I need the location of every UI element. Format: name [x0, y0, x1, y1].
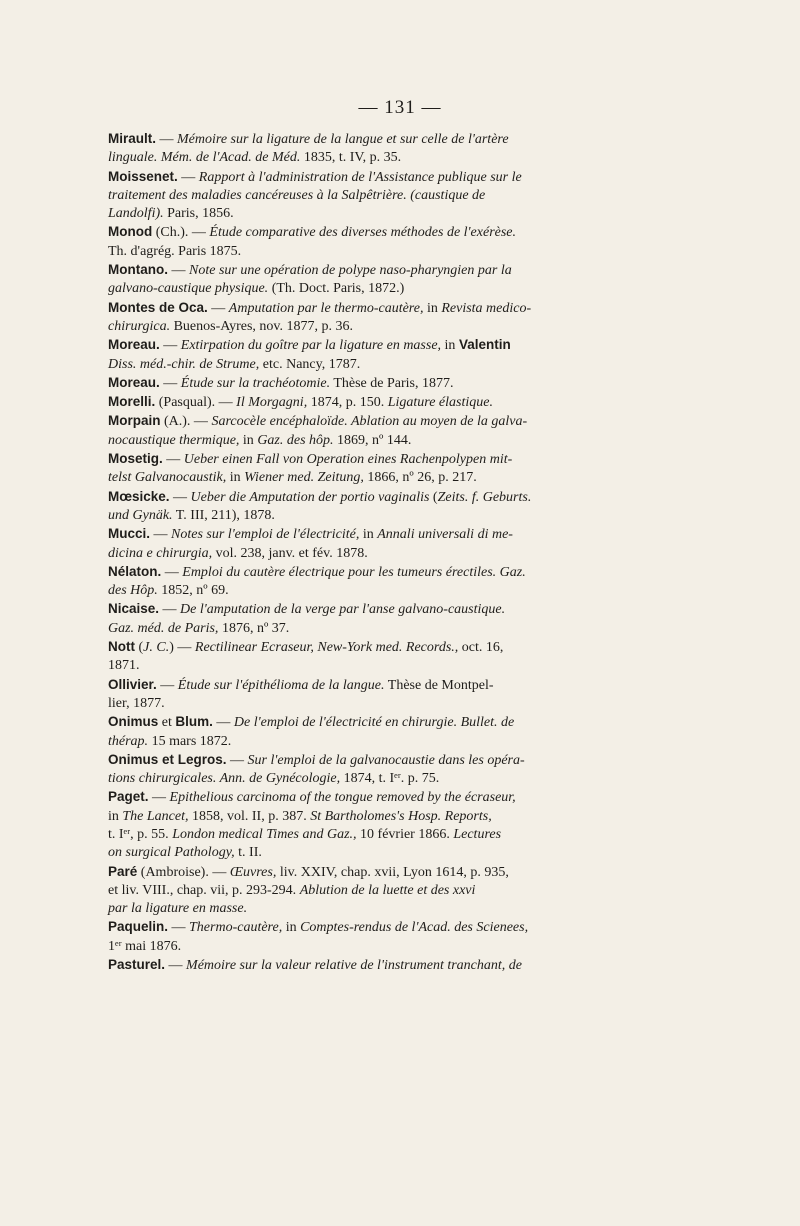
author-name: Monod — [108, 224, 153, 240]
entry-text: in — [282, 920, 301, 936]
title-text: on surgical Pathology, — [108, 845, 235, 861]
entry-line — [108, 657, 704, 675]
entry-line — [108, 130, 704, 149]
entry-text: — — [177, 169, 199, 185]
entry-line — [108, 243, 704, 261]
title-text: Ueber die Amputation der portio vaginalis — [190, 489, 430, 505]
entry-line — [108, 356, 704, 374]
entry-line — [108, 676, 704, 695]
entry-line — [108, 788, 704, 807]
author-name: Moreau. — [108, 374, 160, 390]
title-text: Étude sur la trachéotomie. — [180, 375, 331, 391]
entry-line — [108, 600, 704, 619]
bibliography-entry — [108, 713, 704, 751]
bibliography-entry — [108, 563, 704, 601]
author-name: Montes de Oca. — [108, 299, 208, 315]
title-text: des Hôp. — [108, 583, 158, 599]
entry-text: in — [239, 432, 258, 448]
entry-text: 1871. — [108, 658, 140, 674]
bibliography-entry — [108, 130, 704, 168]
title-text: Sur l'emploi de la galvanocaustie dans les opéra- — [247, 752, 525, 768]
entry-line — [108, 507, 704, 525]
author-name: Moreau. — [108, 337, 160, 353]
entry-text: oct. 16, — [458, 640, 504, 656]
entry-line — [108, 733, 704, 751]
title-text: Gaz. des hôp. — [257, 432, 334, 448]
title-text: Œuvres, — [229, 864, 277, 880]
entry-text: 15 mars 1872. — [148, 733, 232, 749]
author-name: Moissenet. — [108, 168, 178, 184]
entry-line — [108, 187, 704, 205]
entry-text: 1835, t. IV, p. 35. — [300, 150, 402, 166]
bibliography-entry — [108, 638, 704, 676]
title-text: Diss. méd.-chir. de Strume, — [108, 356, 260, 372]
title-text: Sarcocèle encéphaloïde. Ablation au moyen de la galva- — [211, 414, 528, 430]
entry-text: Th. d'agrég. Paris 1875. — [108, 243, 242, 259]
entry-line — [108, 900, 704, 918]
title-text: Lectures — [453, 826, 502, 842]
entry-text: (A.). — — [160, 414, 212, 430]
title-text: De l'amputation de la verge par l'anse galvano-caustique. — [180, 602, 506, 618]
entry-text: t. Iᵉʳ, p. 55. — [108, 826, 173, 842]
bibliography-entry — [108, 751, 704, 789]
bibliography-entry — [108, 918, 704, 956]
entry-text: 1858, vol. II, p. 387. — [188, 808, 311, 824]
title-text: Notes sur l'emploi de l'électricité, — [171, 527, 360, 543]
title-text: traitement des maladies cancéreuses à la Salpêtrière. (caustique de — [108, 187, 486, 203]
entry-line — [108, 223, 704, 242]
bibliography-entry — [108, 223, 704, 261]
bibliography-entry — [108, 450, 704, 488]
entry-line — [108, 620, 704, 638]
entry-line — [108, 844, 704, 862]
entry-text: 1852, nº 69. — [157, 583, 229, 599]
entry-text: in — [359, 527, 378, 543]
entry-line — [108, 261, 704, 280]
entry-text: 1874, t. Iᵉʳ. p. 75. — [340, 771, 440, 787]
entry-text: — — [207, 300, 229, 316]
bibliography-entry — [108, 412, 704, 450]
entry-text: — — [156, 677, 178, 693]
entry-text: ( — [429, 489, 438, 505]
entry-text: lier, 1877. — [108, 695, 165, 711]
entry-text: — — [168, 263, 189, 279]
bibliography-entry — [108, 956, 704, 975]
title-text: telst Galvanocaustik, — [108, 470, 227, 486]
entry-text: — — [150, 527, 172, 543]
title-text: Landolfi). — [108, 206, 164, 222]
entry-line — [108, 882, 704, 900]
entry-text: 10 février 1866. — [356, 826, 454, 842]
entry-line — [108, 863, 704, 882]
entry-text: et liv. VIII., chap. vii, p. 293-294. — [108, 882, 300, 898]
bibliography-entry — [108, 488, 704, 526]
entry-text: — — [169, 489, 191, 505]
title-text: Il Morgagni, — [236, 395, 308, 411]
entry-line — [108, 751, 704, 770]
title-text: Gaz. méd. de Paris, — [108, 620, 219, 636]
entry-text: Buenos-Ayres, nov. 1877, p. 36. — [170, 318, 353, 334]
title-text: London medical Times and Gaz., — [172, 826, 357, 842]
entry-text: — — [161, 564, 183, 580]
entry-text: Thèse de Montpel- — [384, 677, 494, 693]
title-text: The Lancet, — [122, 808, 189, 824]
title-text: De l'emploi de l'électricité en chirurgie. Bullet. de — [233, 715, 515, 731]
author-name: Paquelin. — [108, 919, 169, 935]
entry-line — [108, 149, 704, 167]
title-text: und Gynäk. — [108, 507, 173, 523]
author-name: Mucci. — [108, 526, 151, 542]
entry-text: in — [441, 338, 459, 354]
entry-text: — — [156, 132, 178, 147]
page-number: — 131 — — [358, 97, 442, 118]
entry-text: — — [168, 920, 190, 936]
author-name: Paget. — [108, 789, 149, 805]
bibliography-entry — [108, 374, 704, 393]
bibliography-entry — [108, 299, 704, 337]
title-text: Emploi du cautère électrique pour les tumeurs érectiles. Gaz. — [182, 564, 526, 580]
title-text: Étude sur l'épithélioma de la langue. — [177, 677, 385, 693]
entry-text: 1869, nº 144. — [333, 432, 412, 448]
entry-line — [108, 808, 704, 826]
title-text: Rapport à l'administration de l'Assistance publique sur le — [198, 169, 522, 185]
entry-text: — — [212, 715, 234, 731]
entry-text: (Ch.). — — [152, 225, 210, 241]
entry-line — [108, 488, 704, 507]
title-text: tions chirurgicales. Ann. de Gynécologie, — [108, 771, 341, 787]
entry-text: (Pasqual). — — [155, 395, 237, 411]
title-text: Étude comparative des diverses méthodes de l'exérèse. — [209, 225, 517, 241]
title-text: J. C. — [143, 640, 170, 656]
title-text: Zeits. f. Geburts. — [437, 489, 532, 505]
entry-text: 1876, nº 37. — [218, 620, 290, 636]
entry-line — [108, 770, 704, 788]
author-name: Morelli. — [108, 394, 156, 410]
author-name: Blum. — [175, 714, 213, 730]
bibliography-entry — [108, 863, 704, 919]
bibliography-entry — [108, 336, 704, 374]
author-name: Onimus et Legros. — [108, 751, 227, 767]
entry-text: — — [148, 790, 170, 806]
entry-line — [108, 582, 704, 600]
entry-line — [108, 299, 704, 318]
entry-text: — — [226, 752, 248, 768]
author-name: Nélaton. — [108, 563, 162, 579]
entry-text: Thèse de Paris, 1877. — [330, 375, 454, 391]
author-name: Pasturel. — [108, 957, 166, 973]
author-name: Paré — [108, 863, 138, 879]
title-text: galvano-caustique physique. — [108, 281, 269, 297]
title-text: Mémoire sur la valeur relative de l'instrument tranchant, de — [186, 958, 522, 974]
entry-line — [108, 826, 704, 844]
entry-line — [108, 638, 704, 657]
title-text: Annali universali di me- — [377, 527, 513, 543]
title-text: thérap. — [108, 733, 149, 749]
bibliography-entry — [108, 788, 704, 862]
author-name: Nicaise. — [108, 601, 160, 617]
entry-text: (Th. Doct. Paris, 1872.) — [268, 281, 405, 297]
author-name: Ollivier. — [108, 676, 157, 692]
entry-line — [108, 545, 704, 563]
author-name: Nott — [108, 639, 135, 655]
bibliography-entry — [108, 168, 704, 224]
entry-line — [108, 956, 704, 975]
entry-text: Paris, 1856. — [163, 206, 234, 222]
entry-line — [108, 393, 704, 412]
title-text: nocaustique thermique, — [108, 432, 240, 448]
title-text: par la ligature en masse. — [108, 901, 248, 917]
entry-line — [108, 374, 704, 393]
title-text: St Bartholomes's Hosp. Reports, — [310, 808, 492, 824]
entry-text: ( — [135, 640, 144, 656]
entry-line — [108, 938, 704, 956]
entry-text: in — [423, 300, 442, 316]
title-text: Ueber einen Fall von Operation eines Rachenpolypen mit- — [183, 452, 513, 468]
entry-line — [108, 525, 704, 544]
entry-text: in — [108, 808, 123, 824]
author-name: Morpain — [108, 413, 161, 429]
title-text: dicina e chirurgia, — [108, 545, 213, 561]
title-text: Amputation par le thermo-cautère, — [228, 300, 424, 316]
title-text: Note sur une opération de polype naso-pharyngien par la — [189, 263, 512, 279]
entry-text: 1874, p. 150. — [307, 395, 388, 411]
entry-line — [108, 168, 704, 187]
entry-text: T. III, 211), 1878. — [172, 507, 275, 523]
entry-text: — — [159, 602, 181, 618]
bibliography-entry — [108, 525, 704, 563]
entry-text: t. II. — [234, 845, 262, 861]
entry-text: 1866, nº 26, p. 217. — [363, 470, 477, 486]
entry-text: (Ambroise). — — [137, 864, 230, 880]
title-text: Ligature élastique. — [387, 395, 493, 411]
entry-line — [108, 918, 704, 937]
bibliography-list — [108, 130, 704, 975]
title-text: linguale. Mém. de l'Acad. de Méd. — [108, 150, 301, 166]
entry-text: — — [159, 338, 181, 354]
bibliography-entry — [108, 600, 704, 638]
title-text: Rectilinear Ecraseur, New-York med. Records., — [194, 640, 459, 656]
bibliography-entry — [108, 676, 704, 714]
entry-line — [108, 450, 704, 469]
author-name: Valentin — [458, 337, 511, 353]
title-text: Ablution de la luette et des xxvi — [299, 882, 476, 898]
title-text: Wiener med. Zeitung, — [244, 470, 364, 486]
entry-line — [108, 432, 704, 450]
entry-text: liv. XXIV, chap. xvii, Lyon 1614, p. 935, — [276, 864, 509, 880]
entry-line — [108, 469, 704, 487]
author-name: Mosetig. — [108, 451, 163, 467]
entry-text: vol. 238, janv. et fév. 1878. — [212, 545, 368, 561]
entry-line — [108, 336, 704, 355]
author-name: Onimus — [108, 714, 159, 730]
author-name: Montano. — [108, 262, 168, 278]
entry-text: — — [159, 375, 181, 391]
title-text: Extirpation du goître par la ligature en masse, — [180, 338, 442, 354]
title-text: Thermo-cautère, — [189, 920, 283, 936]
entry-text: — — [162, 452, 184, 468]
entry-line — [108, 713, 704, 732]
entry-text: et — [158, 715, 176, 731]
author-name: Mœsicke. — [108, 488, 170, 504]
bibliography-entry — [108, 393, 704, 412]
author-name: Mirault. — [108, 131, 157, 146]
title-text: Comptes-rendus de l'Acad. des Scienees, — [300, 920, 529, 936]
title-text: chirurgica. — [108, 318, 171, 334]
entry-text: ) — — [169, 640, 195, 656]
entry-line — [108, 563, 704, 582]
entry-text: in — [226, 470, 245, 486]
title-text: Revista medico- — [441, 300, 532, 316]
entry-line — [108, 695, 704, 713]
title-text: Mémoire sur la ligature de la langue et sur celle de l'artère — [177, 132, 509, 147]
entry-text: 1ᵉʳ mai 1876. — [108, 938, 182, 954]
bibliography-entry — [108, 261, 704, 299]
entry-line — [108, 280, 704, 298]
entry-text: etc. Nancy, 1787. — [259, 356, 361, 372]
entry-text: — — [165, 958, 187, 974]
title-text: Epithelious carcinoma of the tongue removed by the écraseur, — [169, 790, 516, 806]
entry-line — [108, 205, 704, 223]
entry-line — [108, 412, 704, 431]
entry-line — [108, 318, 704, 336]
